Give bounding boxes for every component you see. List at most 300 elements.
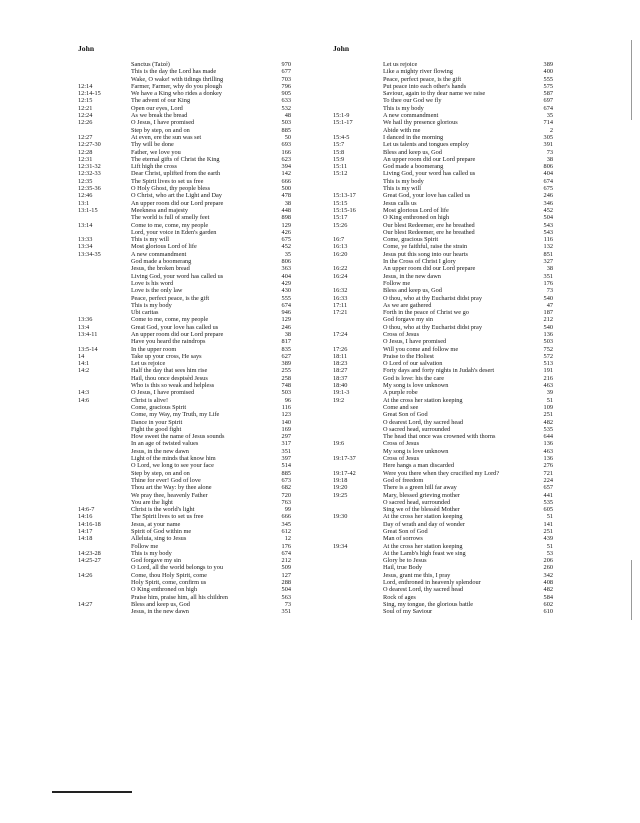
hymn-title: Jesus, in the new dawn (131, 608, 189, 616)
index-entry (78, 97, 298, 104)
hymn-title: Living God, your word has called us (383, 170, 476, 178)
scripture-reference: 12:35-36 (78, 185, 101, 193)
hymn-title: You are the light (131, 498, 173, 506)
hymn-number: 439 (543, 535, 553, 543)
hymn-title: Christ is alive! (131, 396, 169, 404)
hymn-number: 187 (543, 309, 553, 317)
hymn-title: This is the day the Lord has made (131, 68, 217, 76)
hymn-title: Cross of Jesus (383, 440, 420, 448)
hymn-title: The advent of our King (131, 97, 191, 105)
hymn-number: 817 (281, 338, 291, 346)
hymn-title: Our blest Redeemer, ere he breathed (383, 221, 475, 229)
scripture-reference: 15:8 (333, 148, 345, 156)
hymn-title: Here hangs a man discarded (383, 462, 454, 470)
scripture-reference: 15:11 (333, 163, 348, 171)
hymn-number: 351 (281, 447, 291, 455)
hymn-number: 136 (543, 330, 553, 338)
index-entry (333, 243, 553, 250)
left-page-header: John (78, 44, 95, 53)
scripture-reference: 19:17-37 (333, 455, 356, 463)
hymn-title: Alleluia, sing to Jesus (131, 535, 187, 543)
index-entry (333, 550, 553, 557)
scripture-reference: 14:6 (78, 396, 90, 404)
hymn-title: Half the day that sees him rise (131, 367, 208, 375)
index-entry (78, 156, 298, 163)
index-entry (78, 484, 298, 491)
hymn-number: 109 (543, 403, 553, 411)
hymn-number: 51 (546, 513, 553, 521)
index-entry (333, 346, 553, 353)
hymn-title: Come, my Way, my Truth, my Life (131, 411, 220, 419)
hymn-title: As we break the bread (131, 112, 188, 120)
hymn-number: 142 (281, 170, 291, 178)
hymn-number: 351 (281, 608, 291, 616)
index-entry (333, 156, 553, 163)
index-entry (78, 397, 298, 404)
index-entry (78, 477, 298, 484)
scripture-reference: 15:1-9 (333, 112, 350, 120)
hymn-title: This is my body (383, 177, 424, 185)
scripture-reference: 15:15-16 (333, 206, 356, 214)
hymn-title: Great God, your love has called us (131, 323, 219, 331)
scripture-reference: 14:3 (78, 389, 90, 397)
index-entry (333, 222, 553, 229)
hymn-number: 748 (281, 382, 291, 390)
hymn-number: 255 (281, 367, 291, 375)
hymn-title: Rock of ages (383, 593, 416, 601)
index-entry (333, 338, 553, 345)
hymn-title: Cross of Jesus (383, 455, 420, 463)
hymn-title: This is my will (383, 185, 421, 193)
hymn-title: Bless and keep us, God (383, 148, 442, 156)
hymn-title: Follow me (131, 542, 159, 550)
hymn-number: 391 (543, 141, 553, 149)
index-entry (333, 543, 553, 550)
hymn-title: Love is the only law (131, 287, 183, 295)
hymn-number: 627 (281, 352, 291, 360)
hymn-number: 276 (543, 462, 553, 470)
hymn-number: 2 (549, 126, 553, 134)
hymn-title: Have you heard the raindrops (131, 338, 206, 346)
hymn-title: A new commandment (131, 250, 187, 258)
hymn-title: Jesus, in the new dawn (131, 447, 189, 455)
index-entry (333, 200, 553, 207)
hymn-number: 503 (281, 119, 291, 127)
index-entry (333, 433, 553, 440)
hymn-number: 141 (543, 520, 553, 528)
scripture-reference: 12:31-32 (78, 163, 101, 171)
scripture-reference: 13:34-35 (78, 250, 101, 258)
hymn-number: 543 (543, 221, 553, 229)
index-entry (333, 535, 553, 542)
hymn-title: O King enthroned on high (131, 586, 198, 594)
hymn-number: 51 (546, 542, 553, 550)
hymn-title: O Jesus, I have promised (131, 389, 195, 397)
index-entry (333, 564, 553, 571)
hymn-number: 166 (281, 148, 291, 156)
index-entry (333, 382, 553, 389)
index-entry (333, 141, 553, 148)
hymn-number: 136 (543, 440, 553, 448)
hymn-title: Come to me, come, my people (131, 221, 209, 229)
index-entry (333, 411, 553, 418)
hymn-number: 657 (543, 484, 553, 492)
scripture-reference: 14:25-27 (78, 557, 101, 565)
index-entry (78, 594, 298, 601)
hymn-title: Praise to the Holiest (383, 352, 434, 360)
hymn-title: Come, gracious Spirit (131, 403, 187, 411)
hymn-number: 96 (284, 396, 291, 404)
hymn-title: O dearest Lord, thy sacred head (383, 586, 464, 594)
index-entry (333, 331, 553, 338)
index-entry (78, 419, 298, 426)
index-entry (78, 83, 298, 90)
scripture-reference: 13:5-14 (78, 345, 98, 353)
index-entry (333, 375, 553, 382)
index-entry (333, 499, 553, 506)
index-entry (333, 163, 553, 170)
hymn-title: The Spirit lives to set us free (131, 177, 204, 185)
hymn-title: O thou, who at thy Eucharist didst pray (383, 323, 482, 331)
scripture-reference: 15:13-17 (333, 192, 356, 200)
index-entry (333, 273, 553, 280)
index-entry (78, 462, 298, 469)
hymn-title: Cross of Jesus (383, 330, 420, 338)
hymn-number: 452 (543, 206, 553, 214)
hymn-title: O Lord of our salvation (383, 360, 443, 368)
hymn-number: 677 (281, 68, 291, 76)
hymn-number: 35 (546, 112, 553, 120)
hymn-number: 851 (543, 250, 553, 258)
hymn-number: 345 (281, 520, 291, 528)
hymn-title: In the upper room (131, 345, 177, 353)
scripture-reference: 13:36 (78, 316, 93, 324)
hymn-title: This is my body (131, 301, 172, 309)
index-entry (78, 506, 298, 513)
scripture-reference: 12:27 (78, 133, 93, 141)
hymn-title: Praise him, praise him, all his children (131, 593, 228, 601)
index-entry (333, 440, 553, 447)
hymn-number: 806 (543, 163, 553, 171)
index-entry (333, 302, 553, 309)
hymn-number: 503 (281, 389, 291, 397)
hymn-title: A new commandment (383, 112, 439, 120)
hymn-number: 136 (543, 455, 553, 463)
hymn-title: My song is love unknown (383, 382, 449, 390)
scripture-reference: 19:30 (333, 513, 348, 521)
index-entry (78, 251, 298, 258)
index-entry (78, 389, 298, 396)
hymn-number: 448 (281, 206, 291, 214)
hymn-title: Let us rejoice (131, 360, 166, 368)
index-entry (333, 280, 553, 287)
index-entry (333, 178, 553, 185)
hymn-number: 317 (281, 440, 291, 448)
scripture-reference: 19:1-3 (333, 389, 350, 397)
index-entry (78, 564, 298, 571)
hymn-number: 673 (281, 476, 291, 484)
scripture-reference: 12:31 (78, 155, 93, 163)
hymn-title: God made a boomerang (383, 163, 444, 171)
hymn-title: Meekness and majesty (131, 206, 189, 214)
index-entry (333, 492, 553, 499)
hymn-title: Take up your cross, He says (131, 352, 202, 360)
hymn-title: Wake, O wake! with tidings thrilling (131, 75, 224, 83)
index-entry (78, 557, 298, 564)
hymn-title: An upper room did our Lord prepare (131, 330, 224, 338)
index-entry (78, 550, 298, 557)
hymn-title: Most glorious Lord of life (383, 206, 449, 214)
hymn-number: 251 (543, 411, 553, 419)
hymn-number: 555 (543, 75, 553, 83)
index-entry (333, 419, 553, 426)
hymn-number: 246 (281, 323, 291, 331)
hymn-number: 503 (543, 338, 553, 346)
hymn-title: Come, gracious Spirit (383, 236, 439, 244)
index-entry (333, 185, 553, 192)
scripture-reference: 17:26 (333, 345, 348, 353)
index-entry (78, 112, 298, 119)
page-edge-mark (631, 40, 632, 120)
hymn-title: Let us rejoice (383, 61, 418, 68)
scripture-reference: 12:32-33 (78, 170, 101, 178)
scripture-reference: 17:21 (333, 309, 348, 317)
hymn-title: Holy Spirit, come, confirm us (131, 579, 207, 587)
hymn-number: 363 (281, 265, 291, 273)
index-entry (78, 236, 298, 243)
index-entry (333, 521, 553, 528)
scripture-reference: 15:1-17 (333, 119, 353, 127)
hymn-title: Great Son of God (383, 411, 428, 419)
hymn-number: 693 (281, 141, 291, 149)
hymn-title: O Holy Ghost, thy people bless (131, 185, 211, 193)
hymn-title: O Jesus, I have promised (383, 338, 447, 346)
scripture-reference: 12:35 (78, 177, 93, 185)
hymn-number: 39 (546, 389, 553, 397)
hymn-title: Glory be to Jesus (383, 557, 427, 565)
hymn-title: Sanctus (Taizé) (131, 61, 170, 68)
index-entry (333, 528, 553, 535)
hymn-number: 463 (543, 447, 553, 455)
hymn-title: Hail, true Body (383, 564, 422, 572)
hymn-number: 602 (543, 600, 553, 608)
hymn-title: God made a boomerang (131, 258, 192, 266)
hymn-number: 575 (543, 82, 553, 90)
hymn-number: 674 (281, 549, 291, 557)
index-entry (78, 192, 298, 199)
hymn-number: 346 (543, 199, 553, 207)
index-entry (333, 579, 553, 586)
hymn-title: Thine for ever! God of love (131, 476, 201, 484)
index-entry (78, 178, 298, 185)
index-entry (78, 105, 298, 112)
scripture-reference: 13:4-11 (78, 330, 98, 338)
hymn-title: A purple robe (383, 389, 418, 397)
right-index-column (333, 61, 553, 616)
hymn-number: 127 (281, 571, 291, 579)
hymn-title: Let us talents and tongues employ (383, 141, 469, 149)
hymn-number: 129 (281, 221, 291, 229)
hymn-number: 513 (543, 360, 553, 368)
hymn-title: Jesus put this song into our hearts (383, 250, 469, 258)
index-entry (78, 367, 298, 374)
scripture-reference: 15:12 (333, 170, 348, 178)
hymn-title: Forth in the peace of Christ we go (383, 309, 469, 317)
index-entry (78, 61, 298, 68)
hymn-number: 342 (543, 571, 553, 579)
hymn-number: 116 (281, 403, 291, 411)
index-entry (78, 163, 298, 170)
hymn-number: 500 (281, 185, 291, 193)
index-entry (78, 404, 298, 411)
hymn-number: 605 (543, 506, 553, 514)
hymn-number: 504 (543, 214, 553, 222)
index-entry (333, 112, 553, 119)
hymn-number: 99 (284, 506, 291, 514)
scripture-reference: 19:25 (333, 491, 348, 499)
hymn-number: 504 (281, 586, 291, 594)
hymn-number: 400 (543, 68, 553, 76)
scripture-reference: 17:24 (333, 330, 348, 338)
hymn-number: 543 (543, 228, 553, 236)
hymn-title: Most glorious Lord of life (131, 243, 197, 251)
index-entry (78, 309, 298, 316)
hymn-number: 796 (281, 82, 291, 90)
scripture-reference: 14:2 (78, 367, 90, 375)
index-entry (78, 149, 298, 156)
hymn-number: 288 (281, 579, 291, 587)
index-entry (333, 513, 553, 520)
hymn-title: God forgave my sin (131, 557, 182, 565)
index-entry (333, 426, 553, 433)
index-entry (78, 76, 298, 83)
hymn-number: 763 (281, 498, 291, 506)
index-entry (78, 360, 298, 367)
index-entry (78, 222, 298, 229)
index-entry (78, 448, 298, 455)
index-entry (78, 287, 298, 294)
hymn-title: Fight the good fight (131, 425, 182, 433)
scripture-reference: 13:34 (78, 243, 93, 251)
index-entry (333, 76, 553, 83)
scripture-reference: 19:34 (333, 542, 348, 550)
hymn-title: At the cross her station keeping (383, 396, 463, 404)
index-entry (333, 192, 553, 199)
index-entry (333, 149, 553, 156)
hymn-title: Come, thou Holy Spirit, come (131, 571, 207, 579)
index-entry (333, 214, 553, 221)
hymn-title: O Christ, who art the Light and Day (131, 192, 222, 200)
hymn-title: O Lord, all the world belongs to you (131, 564, 223, 572)
hymn-number: 176 (543, 279, 553, 287)
index-entry (333, 236, 553, 243)
index-entry (78, 353, 298, 360)
hymn-title: The Spirit lives to set us free (131, 513, 204, 521)
hymn-number: 429 (281, 279, 291, 287)
index-entry (333, 258, 553, 265)
hymn-number: 38 (284, 199, 291, 207)
index-entry (78, 586, 298, 593)
hymn-number: 674 (281, 301, 291, 309)
hymn-title: Lord, enthroned in heavenly splendour (383, 579, 481, 587)
hymn-number: 212 (281, 557, 291, 565)
index-entry (78, 543, 298, 550)
hymn-number: 540 (543, 294, 553, 302)
hymn-title: Mary, blessed grieving mother (383, 491, 460, 499)
index-entry (78, 433, 298, 440)
hymn-title: Jesus calls us (383, 199, 417, 207)
hymn-number: 35 (284, 250, 291, 258)
index-entry (333, 105, 553, 112)
hymn-title: God forgave my sin (383, 316, 434, 324)
scripture-reference: 16:32 (333, 287, 348, 295)
hymn-title: Step by step, on and on (131, 126, 190, 134)
index-entry (333, 572, 553, 579)
hymn-number: 587 (543, 90, 553, 98)
index-entry (333, 557, 553, 564)
hymn-title: Hail, thou once despisèd Jesus (131, 374, 208, 382)
hymn-title: Our blest Redeemer, ere he breathed (383, 228, 475, 236)
index-entry (333, 484, 553, 491)
hymn-title: O Jesus, I have promised (131, 119, 195, 127)
index-entry (333, 353, 553, 360)
scripture-reference: 15:7 (333, 141, 345, 149)
index-entry (333, 265, 553, 272)
hymn-number: 404 (543, 170, 553, 178)
index-entry (333, 127, 553, 134)
hymn-title: We pray thee, heavenly Father (131, 491, 208, 499)
hymn-number: 430 (281, 287, 291, 295)
scripture-reference: 14:27 (78, 600, 93, 608)
hymn-number: 38 (284, 330, 291, 338)
hymn-title: Christ is the world's light (131, 506, 195, 514)
index-entry (333, 367, 553, 374)
hymn-number: 38 (546, 155, 553, 163)
index-entry (78, 324, 298, 331)
index-entry (333, 316, 553, 323)
hymn-title: In an age of twisted values (131, 440, 199, 448)
hymn-number: 452 (281, 243, 291, 251)
index-entry (78, 521, 298, 528)
index-entry (78, 455, 298, 462)
hymn-number: 327 (543, 258, 553, 266)
hymn-number: 898 (281, 214, 291, 222)
hymn-number: 50 (284, 133, 291, 141)
hymn-number: 260 (543, 564, 553, 572)
index-entry (78, 535, 298, 542)
scripture-reference: 19:18 (333, 476, 348, 484)
hymn-number: 216 (543, 374, 553, 382)
hymn-title: O sacred head, surrounded (383, 425, 451, 433)
hymn-title: O King enthroned on high (383, 214, 450, 222)
hymn-title: There is a green hill far away (383, 484, 457, 492)
hymn-number: 246 (543, 192, 553, 200)
left-index-column (78, 61, 298, 616)
index-entry (333, 207, 553, 214)
hymn-title: Were you there when they crucified my Lord? (383, 469, 500, 477)
scripture-reference: 19:2 (333, 396, 345, 404)
scripture-reference: 12:27-30 (78, 141, 101, 149)
hymn-title: Soul of my Saviour (383, 608, 433, 616)
hymn-number: 394 (281, 163, 291, 171)
index-entry (333, 389, 553, 396)
index-entry (78, 258, 298, 265)
hymn-number: 140 (281, 418, 291, 426)
index-entry (78, 243, 298, 250)
index-entry (333, 448, 553, 455)
hymn-title: Light of the minds that know him (131, 455, 216, 463)
index-entry (333, 324, 553, 331)
